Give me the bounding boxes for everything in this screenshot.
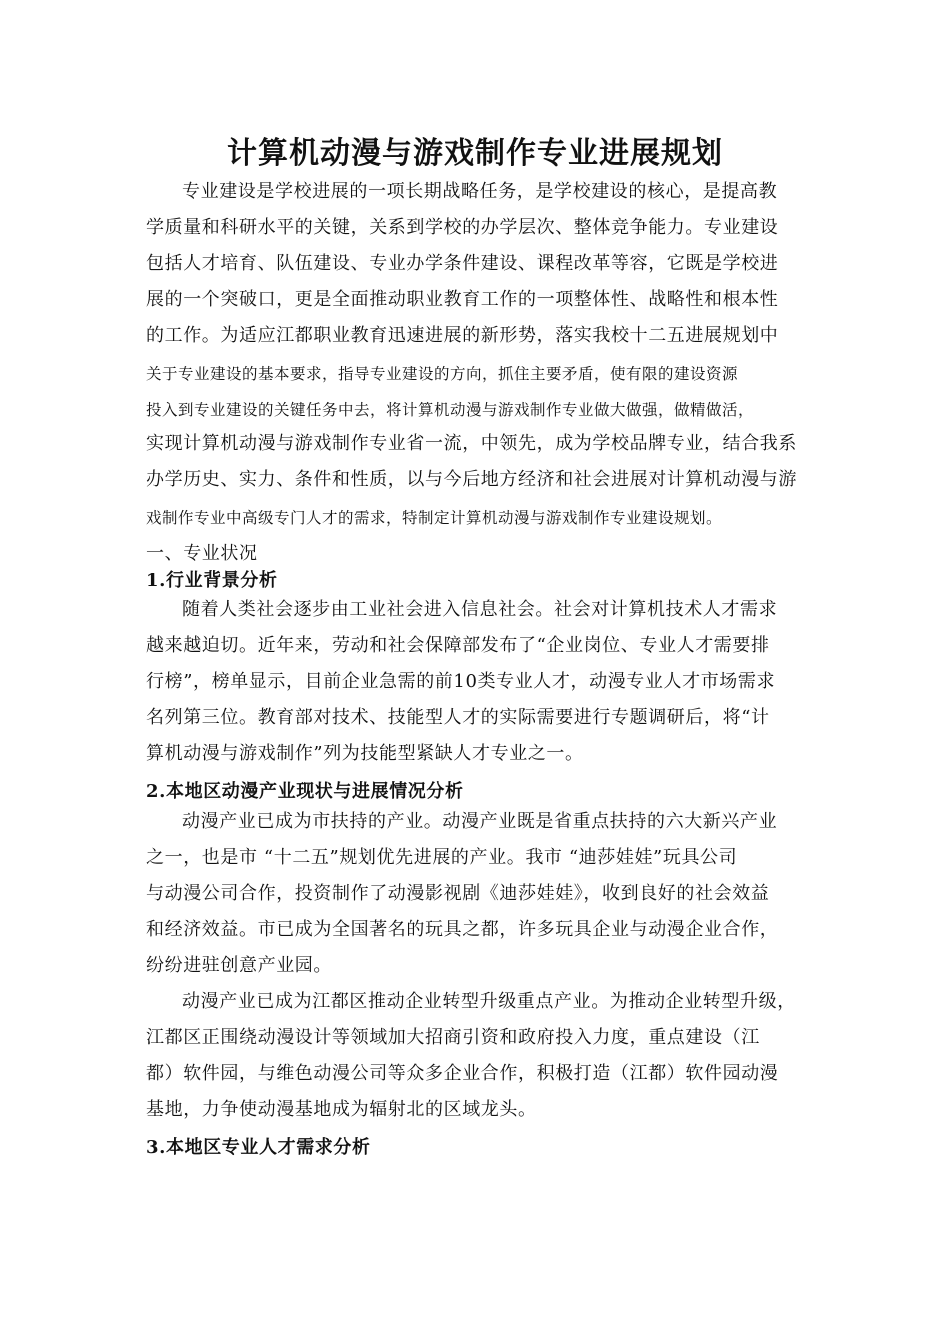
paragraph-line: 之一，也是市 “十二五”规划优先进展的产业。我市 “迪莎娃娃”玩具公司 [146,847,738,868]
subsection-heading: 3.本地区专业人才需求分析 [146,1137,371,1158]
subsection-heading: 2.本地区动漫产业现状与进展情况分析 [146,781,464,802]
section-heading: 一、专业状况 [146,543,258,564]
intro-line: 专业建设是学校进展的一项长期战略任务，是学校建设的核心，是提高教 [182,181,778,202]
paragraph-line: 行榜”，榜单显示，目前企业急需的前10类专业人才，动漫专业人才市场需求 [146,671,776,692]
paragraph-line: 与动漫公司合作，投资制作了动漫影视剧《迪莎娃娃》，收到良好的社会效益 [146,883,770,904]
paragraph-line: 算机动漫与游戏制作”列为技能型紧缺人才专业之一。 [146,743,584,764]
intro-line: 戏制作专业中高级专门人才的需求，特制定计算机动漫与游戏制作专业建设规划。 [146,509,723,527]
paragraph-line: 越来越迫切。近年来，劳动和社会保障部发布了“企业岗位、专业人才需要排 [146,635,770,656]
document-title: 计算机动漫与游戏制作专业进展规划 [227,136,723,171]
paragraph-line: 基地，力争使动漫基地成为辐射北的区域龙头。 [146,1099,537,1120]
paragraph-line: 随着人类社会逐步由工业社会进入信息社会。社会对计算机技术人才需求 [182,599,778,620]
intro-line: 实现计算机动漫与游戏制作专业省一流，中领先，成为学校品牌专业，结合我系 [146,433,797,454]
intro-line: 的工作。为适应江都职业教育迅速进展的新形势，落实我校十二五进展规划中 [146,325,779,346]
intro-line: 学质量和科研水平的关键，关系到学校的办学层次、整体竞争能力。专业建设 [146,217,779,238]
paragraph-line: 纷纷进驻创意产业园。 [146,955,332,976]
intro-line: 办学历史、实力、条件和性质，以与今后地方经济和社会进展对计算机动漫与游 [146,469,797,490]
paragraph-line: 江都区正围绕动漫设计等领域加大招商引资和政府投入力度，重点建设（江 [146,1027,760,1048]
paragraph-line: 动漫产业已成为市扶持的产业。动漫产业既是省重点扶持的六大新兴产业 [182,811,778,832]
intro-line: 展的一个突破口，更是全面推动职业教育工作的一项整体性、战略性和根本性 [146,289,779,310]
paragraph-line: 都）软件园，与维色动漫公司等众多企业合作，积极打造（江都）软件园动漫 [146,1063,779,1084]
subsection-heading: 1.行业背景分析 [146,570,278,591]
paragraph-line: 名列第三位。教育部对技术、技能型人才的实际需要进行专题调研后，将“计 [146,707,770,728]
intro-line: 包括人才培育、队伍建设、专业办学条件建设、课程改革等容，它既是学校进 [146,253,779,274]
intro-line: 关于专业建设的基本要求，指导专业建设的方向，抓住主要矛盾，使有限的建设资源 [146,365,739,383]
paragraph-line: 动漫产业已成为江都区推动企业转型升级重点产业。为推动企业转型升级， [182,991,796,1012]
paragraph-line: 和经济效益。市已成为全国著名的玩具之都，许多玩具企业与动漫企业合作， [146,919,779,940]
intro-line: 投入到专业建设的关键任务中去，将计算机动漫与游戏制作专业做大做强，做精做活， [146,401,755,419]
